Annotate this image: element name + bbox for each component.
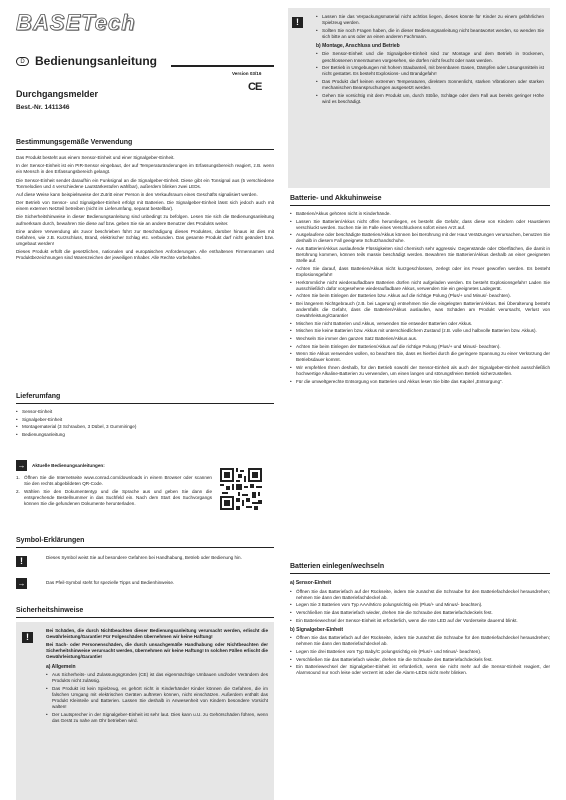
list-item: • Der Lautsprecher in der Signalgeber-Einheit ist sehr laut. Dies kann u.U. zu Gehörschäden führen, wenn das Gerät zu nahe am Ohr betrieben wird.: [46, 712, 268, 724]
page-title: Bedienungsanleitung: [35, 54, 158, 68]
list-item: • Wenn Sie Akkus verwenden wollen, so beachten Sie, dass es hierbei durch die geringere Spannung zu einer Verkürzung der Betriebsdauer kommt.: [290, 351, 550, 363]
arrow-symbol-text: Das Pfeil-Symbol steht für spezielle Tipps und Bedienhinweise.: [46, 580, 175, 585]
signal-list: [290, 635, 550, 676]
download-steps: [16, 475, 212, 509]
list-item: • Der Betrieb in Umgebungen mit hohem Staubanteil, mit brennbaren Gasen, Dämpfen oder Lösungsmitteln ist nicht gestattet. Es besteht Explosions- und Brandgefahr!: [316, 65, 544, 77]
arrow-icon: →: [17, 579, 26, 588]
title-rule: [171, 65, 274, 67]
list-item: • Legen Sie drei Batterien vom Typ Baby/C polungsrichtig ein (Plus/+ und Minus/- beachten).: [290, 649, 550, 655]
product-name: Durchgangsmelder: [16, 89, 99, 99]
section-rule: [16, 149, 274, 150]
paragraph: Die Sicherheitshinweise in dieser Bedienungsanleitung sind unbedingt zu befolgen. Lesen Sie sich die Bedienungsanleitung aufmerksam durch, bewahren Sie diese auf bzw. geben Sie sie an andere Benutzer des Produkts weiter.: [16, 214, 274, 226]
qr-code[interactable]: [220, 468, 262, 510]
insert-text: [290, 577, 550, 678]
version-label: Version 03/16: [232, 71, 262, 76]
list-item: • Öffnen Sie das Batteriefach auf der Rückseite, indem Sie zunächst die Schraube für den Batteriefachdeckel herausdrehen; nehmen Sie dann den Batteriefachdeckel ab.: [290, 589, 550, 601]
list-item: • Ein Batteriewechsel der Sensor-Einheit ist erforderlich, wenn die rote LED auf der Vorderseite dauernd blinkt.: [290, 618, 550, 624]
safety-text: [46, 628, 268, 725]
warning-symbol-text: Dieses Symbol weist Sie auf besondere Gefahren bei Handhabung, Betrieb oder Bedienung hin.: [46, 555, 242, 560]
intended-use-text: [16, 155, 274, 263]
section-rule: [16, 617, 274, 618]
list-item: • Mischen Sie nicht Batterien und Akkus, verwenden Sie entweder Batterien oder Akkus.: [290, 321, 550, 327]
section-heading-intended-use: Bestimmungsgemäße Verwendung: [16, 139, 133, 146]
brand-logo: BASETech: [16, 10, 136, 35]
delivery-list: [16, 409, 274, 440]
warning-icon: !: [16, 556, 27, 567]
list-item: • Verschließen Sie das Batteriefach wieder, drehen Sie die Schraube des Batteriefachdeckels fest.: [290, 657, 550, 663]
list-item: • Bedienungsanleitung: [16, 432, 274, 438]
subheading-general: a) Allgemein: [46, 663, 76, 670]
subheading-signal: b) Signalgeber-Einheit: [290, 626, 344, 633]
section-rule: [16, 547, 274, 548]
general-list: [46, 672, 268, 724]
paragraph: Die Sensor-Einheit sendet daraufhin ein Funksignal an die Signalgeber-Einheit. Diese gibt ein Tonsignal aus (5 verschiedene Tonmelodien und 4 verschiedene Lautstärkestufen wählbar), außerdem blinken zwei LEDs.: [16, 177, 274, 189]
paragraph: In der Sensor-Einheit ist ein PIR-Sensor eingebaut, der auf Temperaturänderungen im Erfassungsbereich reagiert, z.B. wenn ein Mensch in den Erfassungsbereich gelangt.: [16, 163, 274, 175]
list-item: • Verschließen Sie das Batteriefach wieder, drehen Sie die Schraube des Batteriefachdeckels fest.: [290, 610, 550, 616]
paragraph: Bei Sach- oder Personenschäden, die durch unsachgemäße Handhabung oder Nichtbeachten der Sicherheitshinweise verursacht werden, übernehmen wir keine Haftung! In solchen Fällen erlischt die Gewährleistung/Garantie!: [46, 642, 268, 660]
list-item: • Mischen Sie keine Batterien bzw. Akkus mit unterschiedlichem Zustand (z.B. volle und halbvolle Batterien bzw. Akkus).: [290, 328, 550, 334]
order-number: Best.-Nr. 1411346: [16, 104, 70, 111]
title-row: [16, 56, 274, 70]
list-item: • Signalgeber-Einheit: [16, 417, 274, 423]
current-manuals-heading: Aktuelle Bedienungsanleitungen:: [32, 463, 105, 468]
list-item: • Das Produkt darf keinen extremen Temperaturen, direktem Sonnenlicht, starken Vibrationen oder starken mechanischen Beanspruchungen ausgesetzt werden.: [316, 79, 544, 91]
mounting-list: [316, 51, 544, 104]
list-item: • Gehen Sie vorsichtig mit dem Produkt um, durch Stöße, Schläge oder dem Fall aus bereits geringer Höhe wird es beschädigt.: [316, 93, 544, 105]
list-item: • Achten Sie darauf, dass Batterien/Akkus nicht kurzgeschlossen, zerlegt oder ins Feuer geworfen werden. Es besteht Explosionsgefahr!: [290, 266, 550, 278]
sensor-list: [290, 589, 550, 624]
list-item: • Montagematerial (3 Schrauben, 3 Dübel, 3 Gummiringe): [16, 424, 274, 430]
list-item: • Ausgelaufene oder beschädigte Batterien/Akkus können bei Berührung mit der Haut Verätzungen verursachen, benutzen Sie deshalb in diesem Fall geeignete Schutzhandschuhe.: [290, 232, 550, 244]
step-number: 2.: [16, 489, 20, 495]
list-item: • Legen Sie 3 Batterien vom Typ AAA/Micro polungsrichtig ein (Plus/+ und Minus/- beachten).: [290, 602, 550, 608]
list-item: • Herkömmliche nicht wiederaufladbare Batterien dürfen nicht aufgeladen werden. Es besteht Explosionsgefahr! Laden Sie ausschließlich dafür vorgesehene wiederaufladbare Akkus, verwenden Sie ein geeignetes Ladegerät.: [290, 280, 550, 292]
section-rule: [290, 573, 550, 574]
language-badge: D: [16, 57, 29, 66]
list-item: • Wechseln Sie immer den ganzen Satz Batterien/Akkus aus.: [290, 336, 550, 342]
list-item: • Wir empfehlen Ihnen deshalb, für den Betrieb sowohl der Sensor-Einheit als auch der Signalgeber-Einheit ausschließlich hochwertige Alkaline-Batterien zu verwenden, um einen langen und störungsfreien Betrieb sicherzustellen.: [290, 365, 550, 377]
list-item: • Achten Sie beim Einlegen der Batterien bzw. Akkus auf die richtige Polung (Plus/+ und Minus/- beachten).: [290, 293, 550, 299]
list-item: • Die Sensor-Einheit und die Signalgeber-Einheit sind zur Montage und dem Betrieb in trockenen, geschlossenen Innenräumen vorgesehen, sie dürfen nicht feucht oder nass werden.: [316, 51, 544, 63]
paragraph: Das Produkt besteht aus einem Sensor-Einheit und einer Signalgeber-Einheit.: [16, 155, 175, 160]
list-item: • Sollten Sie noch Fragen haben, die in dieser Bedienungsanleitung nicht beantwortet werden, so wenden Sie sich bitte an uns oder an einen anderen Fachmann.: [316, 28, 544, 40]
section-heading-delivery: Lieferumfang: [16, 393, 61, 400]
list-item: • Aus Batterien/Akkus auslaufende Flüssigkeiten sind chemisch sehr aggressiv. Gegenstände oder Oberflächen, die damit in Berührung kommen, können teils massiv beschädigt werden. Bewahren Sie Batterien/Akkus deshalb an einer geeigneten Stelle auf.: [290, 246, 550, 264]
step-text: Wählen Sie den Dokumententyp und die Sprache aus und geben Sie dann die entsprechende Bestellnummer in das Suchfeld ein. Nach dem Start des Suchvorgangs können Sie die gefundenen Dokumente herunterladen.: [24, 489, 212, 507]
list-item: • Für die umweltgerechte Entsorgung von Batterien und Akkus lesen Sie bitte das Kapitel „Entsorgung“.: [290, 379, 550, 385]
list-item: • Lassen Sie das Verpackungsmaterial nicht achtlos liegen, dieses könnte für Kinder zu einem gefährlichen Spielzeug werden.: [316, 14, 544, 26]
subheading-mounting: b) Montage, Anschluss und Betrieb: [316, 42, 400, 49]
section-heading-safety: Sicherheitshinweise: [16, 607, 84, 614]
section-rule: [290, 205, 550, 206]
warning-icon: !: [292, 17, 303, 28]
list-item: [16, 489, 212, 507]
warning-icon: !: [22, 632, 33, 643]
step-text: Öffnen Sie die Internetseite www.conrad.com/downloads in einem Browser oder scannen Sie den rechts abgebildeten QR-Code.: [24, 475, 212, 487]
section-heading-symbols: Symbol-Erklärungen: [16, 537, 85, 544]
step-number: 1.: [16, 475, 20, 480]
list-item: • Aus Sicherheits- und Zulassungsgründen (CE) ist das eigenmächtige Umbauen und/oder Verändern des Produkts nicht zulässig.: [46, 672, 268, 684]
paragraph: Dieses Produkt erfüllt die gesetzlichen, nationalen und europäischen Anforderungen. Alle enthaltenen Firmennamen und Produktbezeichnungen sind Warenzeichen der jeweiligen Inhaber. Alle Rechte vorbehalten.: [16, 249, 274, 261]
paragraph: Der Betrieb von Sensor- und Signalgeber-Einheit erfolgt mit Batterien. Die Signalgeber-Einheit lässt sich jedoch auch mit einem externen Netzteil betreiben (nicht im Lieferumfang, separat bestellbar).: [16, 200, 274, 212]
list-item: • Achten Sie beim Einlegen der Batterien/Akkus auf die richtige Polung (Plus/+ und Minus/- beachten).: [290, 344, 550, 350]
list-item: [16, 475, 212, 487]
list-item: • Sensor-Einheit: [16, 409, 274, 415]
list-item: • Das Produkt ist kein Spielzeug, es gehört nicht in Kinderhände! Kinder können die Gefahren, die im falschen Umgang mit elektrischen Geräten auftreten können, nicht einschätzen. Außerdem enthält das Produkt Kleinteile und Batterien. Lassen Sie deshalb in Anwesenheit von Kindern besondere Vorsicht walten!: [46, 686, 268, 710]
ce-mark: CE: [248, 81, 262, 93]
general-list-continued: [316, 14, 544, 40]
battery-list: [290, 211, 550, 386]
list-item: • Bei längerem Nichtgebrauch (z.B. bei Lagerung) entnehmen Sie die eingelegten Batterien/Akkus. Bei Überalterung besteht andernfalls die Gefahr, dass die Batterien/Akkus auslaufen, was Schäden am Produkt verursacht, Verlust von Gewährleistung/Garantie!: [290, 301, 550, 319]
paragraph: Bei Schäden, die durch Nichtbeachten dieser Bedienungsanleitung verursacht werden, erlischt die Gewährleistung/Garantie! Für Folgeschäden übernehmen wir keine Haftung!: [46, 628, 268, 640]
section-heading-insert: Batterien einlegen/wechseln: [290, 563, 385, 570]
section-heading-batteries: Batterie- und Akkuhinweise: [290, 195, 382, 202]
paragraph: Auf diese Weise kann beispielsweise der Zutritt einer Person in den Verkaufsraum eines Geschäfts signalisiert werden.: [16, 191, 258, 197]
arrow-icon: →: [17, 461, 26, 470]
subheading-sensor: a) Sensor-Einheit: [290, 580, 332, 586]
list-item: • Lassen Sie Batterien/Akkus nicht offen herumliegen, es besteht die Gefahr, dass diese von Kindern oder Haustieren verschluckt werden. Suchen Sie im Falle eines Verschluckens sofort einen Arzt auf.: [290, 219, 550, 231]
safety-text-continued: [316, 14, 544, 106]
list-item: • Ein Batteriewechsel der Signalgeber-Einheit ist erforderlich, wenn sie nicht mehr auf die Sensor-Einheit reagiert, der Alarmsound nur noch leise oder verzerrt ist oder die Alarm-LEDs nicht mehr blinken.: [290, 664, 550, 676]
paragraph: Eine andere Verwendung als zuvor beschrieben führt zur Beschädigung dieses Produktes, darüber hinaus ist dies mit Gefahren, wie z.B. Kurzschluss, Brand, elektrischer Schlag etc. verbunden. Das gesamte Produkt darf nicht geändert bzw. umgebaut werden!: [16, 228, 274, 246]
section-rule: [16, 403, 274, 404]
list-item: • Öffnen Sie das Batteriefach auf der Rückseite, indem Sie zunächst die Schraube für den Batteriefachdeckel herausdrehen; nehmen Sie dann den Batteriefachdeckel ab.: [290, 635, 550, 647]
list-item: • Batterien/Akkus gehören nicht in Kinderhände.: [290, 211, 550, 217]
